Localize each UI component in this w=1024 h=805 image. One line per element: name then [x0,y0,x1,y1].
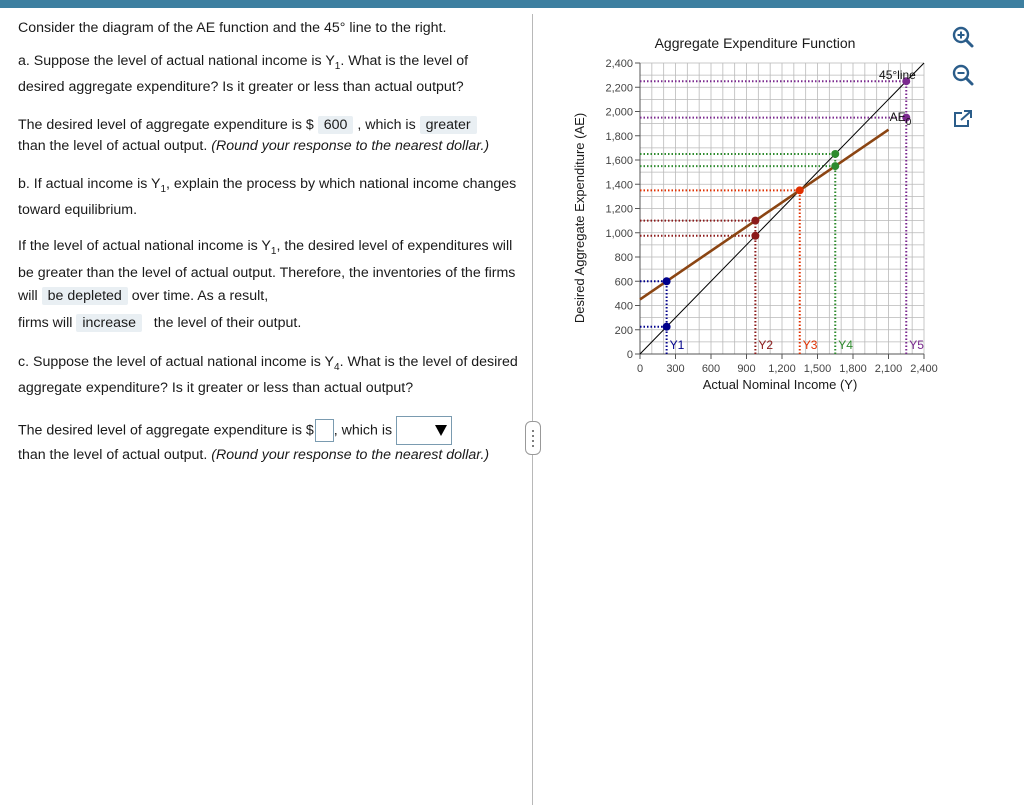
y-tick-label: 1,000 [605,227,633,240]
y-tick-label: 200 [614,324,633,337]
part-b-prompt: b. If actual income is $Y_1$, explain the process by which national income changes toward equilibrium. [18,175,517,218]
y-axis-label: Desired Aggregate Expenditure (AE) [572,112,587,324]
intro-text: Consider the diagram of the AE function and the 45° line to the right. [18,20,447,36]
y-tick-label: 600 [614,276,633,289]
dropdown-arrow-icon [435,425,447,436]
answer-c-comparison-select[interactable] [396,416,452,445]
y-tick-label: 400 [614,300,633,313]
answer-b-inventories[interactable]: be depleted [42,287,128,305]
point-45-y2 [751,232,759,240]
y-tick-label: 2,400 [605,58,633,70]
x-tick-label: 1,200 [768,363,796,375]
point-45-y4 [831,150,839,158]
y-tick-label: 1,200 [605,203,633,216]
y-tick-label: 0 [626,349,633,361]
part-c-prompt: c. Suppose the level of actual national income is $Y_4$. What is the level of desired aggregate expenditure? Is it greater or less than actual output? [18,354,518,397]
y-tick-label: 1,400 [605,179,633,192]
label-ae0-sub: 0 [905,117,912,129]
y-tick-label: 1,800 [605,130,633,143]
resize-handle[interactable] [525,421,541,455]
chart-title: Aggregate Expenditure Function [654,35,856,51]
answer-b-output[interactable]: increase [76,314,142,332]
x-tick-label: 600 [701,363,721,375]
top-bar [0,0,1024,8]
point-45-y1 [663,323,671,331]
x-tick-label: 300 [666,363,685,375]
point-ae-y1 [663,277,671,285]
label-y4: Y4 [838,338,853,353]
x-tick-label: 0 [636,363,644,375]
label-y5: Y5 [909,338,924,353]
ae-chart [568,22,988,422]
y-tick-label: 1,600 [605,155,633,167]
x-axis-label: Actual Nominal Income (Y) [702,377,858,392]
part-b-answer: If the level of actual national income is $Y_1$, the desired level of expenditures will be greater than the level of actual output. Therefore, the inventories of the firms will be depleted over time. As a result, [18,237,516,305]
x-tick-label: 1,800 [839,363,867,375]
answer-c-amount-input[interactable] [315,419,334,442]
point-ae-y3 [796,186,804,194]
answer-a-amount[interactable]: 600 [318,116,354,134]
panel-divider [532,14,533,805]
x-tick-label: 900 [737,363,756,375]
label-45-line: 45°line [879,67,916,82]
label-ae0: $AE_0$ [889,110,912,129]
part-b-answer-2: firms will increase the level of their output. [18,315,302,332]
x-tick-label: 2,400 [910,363,938,375]
point-ae-y2 [751,217,759,225]
answer-a-comparison[interactable]: greater [420,116,477,134]
part-a-answer: The desired level of aggregate expenditure is $ 600 , which is greater than the level of actual output. (Round your response to the nearest dollar.) [18,116,490,154]
label-y1: Y1 [669,338,685,353]
line-ae0 [640,130,889,300]
y-tick-label: 2,000 [605,106,633,119]
label-y3: Y3 [802,338,818,353]
x-tick-label: 1,500 [803,363,832,375]
x-tick-label: 2,100 [874,363,903,375]
part-a-prompt: a. Suppose the level of actual national income is $Y_1$. What is the level of desired aggregate expenditure? Is it greater or less than actual output? [18,53,469,95]
y-tick-label: 800 [614,252,633,264]
part-c-answer: The desired level of aggregate expenditure is $ , which is than the level of actual output. (Round your response to the nearest dollar.) [18,416,518,466]
point-ae-y4 [831,162,839,170]
label-y2: Y2 [758,338,774,353]
question-panel [18,18,518,466]
y-tick-label: 2,200 [605,82,633,95]
